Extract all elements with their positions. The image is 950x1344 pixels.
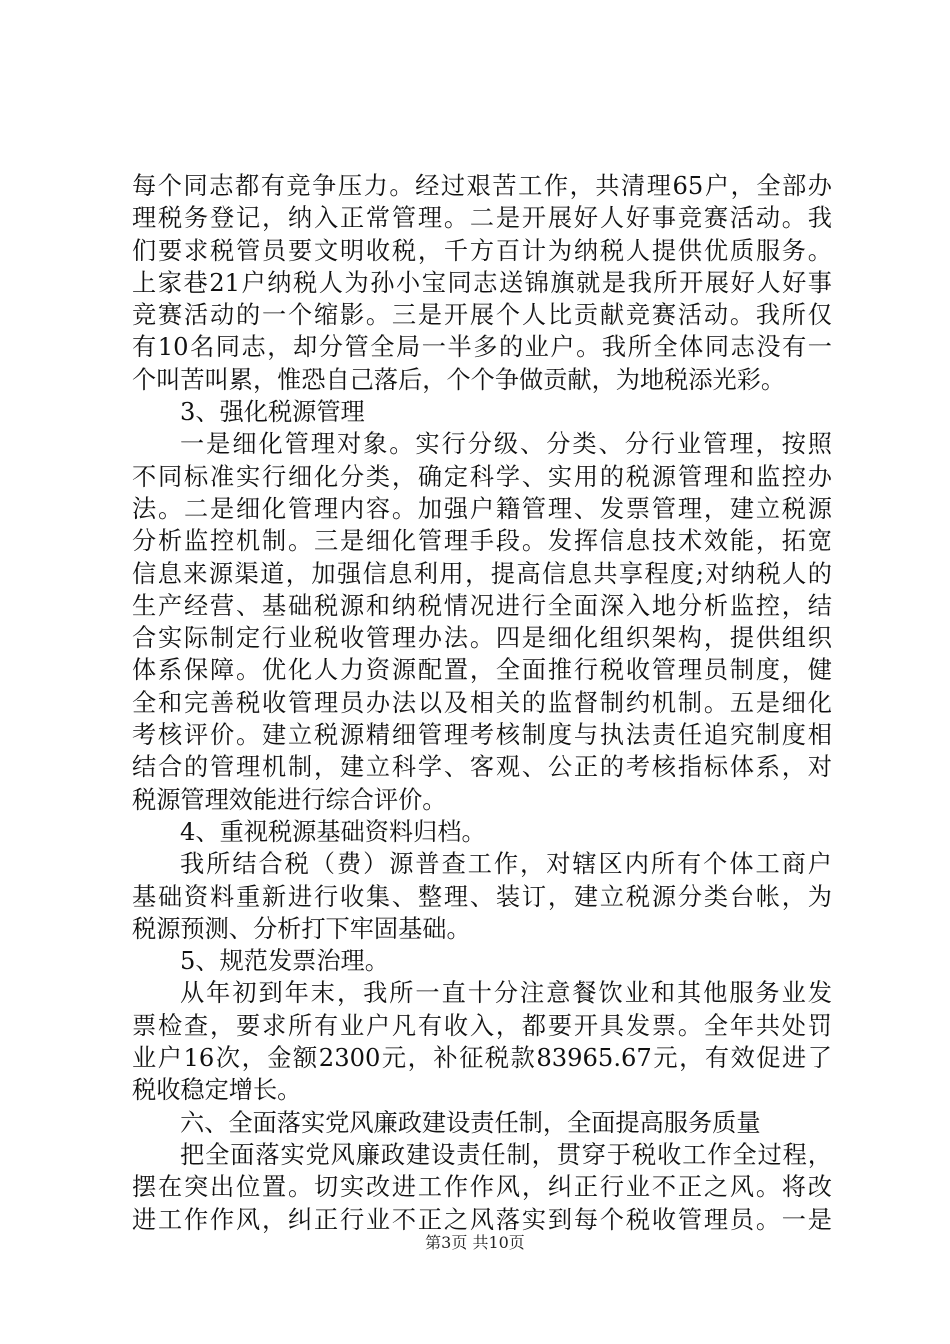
text-line: 摆在突出位置。切实改进工作作风，纠正行业不正之风。将改: [132, 1173, 832, 1202]
document-body: [132, 170, 832, 1236]
text-line: 业户16次，金额2300元，补征税款83965.67元，有效促进了: [132, 1044, 832, 1073]
text-line: 考核评价。建立税源精细管理考核制度与执法责任追究制度相: [132, 721, 832, 750]
text-line: 税收稳定增长。: [132, 1076, 302, 1105]
text-line: 法。二是细化管理内容。加强户籍管理、发票管理，建立税源: [132, 494, 832, 523]
text-line: 合实际制定行业税收管理办法。四是细化组织架构，提供组织: [132, 624, 832, 653]
text-line: 们要求税管员要文明收税，千方百计为纳税人提供优质服务。: [132, 236, 832, 265]
text-line: 一是细化管理对象。实行分级、分类、分行业管理，按照: [180, 430, 832, 459]
text-line: 竞赛活动的一个缩影。三是开展个人比贡献竞赛活动。我所仅: [132, 301, 832, 330]
text-line: 从年初到年末，我所一直十分注意餐饮业和其他服务业发: [180, 979, 832, 1008]
text-line: 4、重视税源基础资料归档。: [180, 817, 486, 846]
text-line: 结合的管理机制，建立科学、客观、公正的考核指标体系，对: [132, 753, 832, 782]
text-line: 3、强化税源管理: [180, 398, 365, 427]
text-line: 不同标准实行细化分类，确定科学、实用的税源管理和监控办: [132, 462, 832, 491]
text-line: 分析监控机制。三是细化管理手段。发挥信息技术效能，拓宽: [132, 527, 832, 556]
text-line: 体系保障。优化人力资源配置，全面推行税收管理员制度，健: [132, 656, 832, 685]
text-line: 个叫苦叫累，惟恐自己落后，个个争做贡献，为地税添光彩。: [132, 365, 786, 394]
text-line: 理税务登记，纳入正常管理。二是开展好人好事竞赛活动。我: [132, 204, 832, 233]
text-line: 信息来源渠道，加强信息利用，提高信息共享程度;对纳税人的: [132, 559, 832, 588]
text-line: 税源预测、分析打下牢固基础。: [132, 914, 471, 943]
text-line: 5、规范发票治理。: [180, 947, 389, 976]
page-footer: 第3页 共10页: [425, 1233, 525, 1252]
text-line: 每个同志都有竞争压力。经过艰苦工作，共清理65户，全部办: [132, 172, 832, 200]
text-line: 票检查，要求所有业户凡有收入，都要开具发票。全年共处罚: [132, 1011, 832, 1040]
text-line: 我所结合税（费）源普查工作，对辖区内所有个体工商户: [180, 850, 832, 879]
text-line: 有10名同志，却分管全局一半多的业户。我所全体同志没有一: [132, 333, 832, 362]
text-line: 生产经营、基础税源和纳税情况进行全面深入地分析监控，结: [132, 591, 832, 620]
text-line: 全和完善税收管理员办法以及相关的监督制约机制。五是细化: [132, 688, 832, 717]
text-line: 进工作作风，纠正行业不正之风落实到每个税收管理员。一是: [132, 1205, 832, 1234]
text-line: 上家巷21户纳税人为孙小宝同志送锦旗就是我所开展好人好事: [132, 268, 832, 297]
text-line: 六、全面落实党风廉政建设责任制，全面提高服务质量: [180, 1108, 761, 1137]
text-line: 税源管理效能进行综合评价。: [132, 785, 447, 814]
text-line: 把全面落实党风廉政建设责任制，贯穿于税收工作全过程，: [180, 1140, 832, 1169]
text-line: 基础资料重新进行收集、整理、装订，建立税源分类台帐，为: [132, 882, 832, 911]
